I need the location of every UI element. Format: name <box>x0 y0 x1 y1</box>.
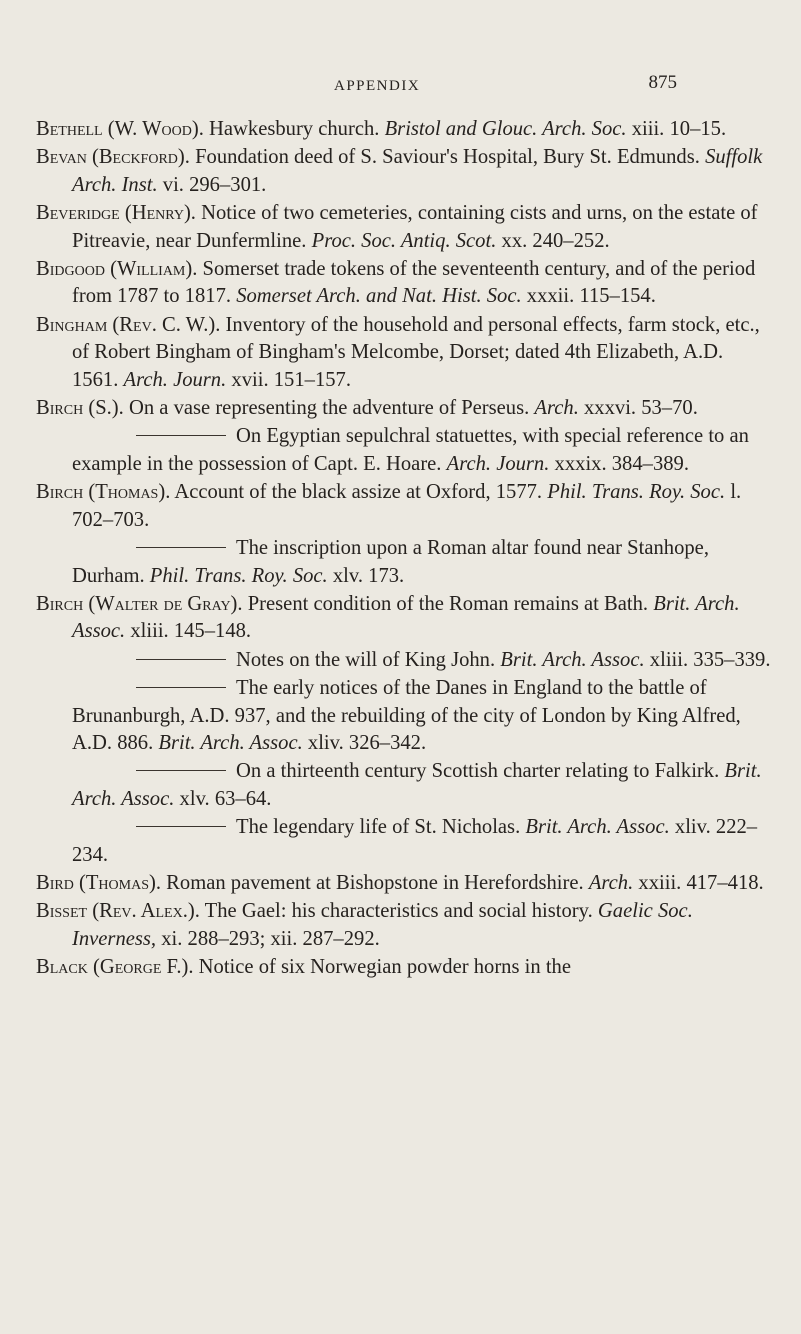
entry-ref: xxiii. 417–418. <box>638 871 764 894</box>
bibliography-entry <box>36 116 771 143</box>
entry-title: Inventory of the household and personal effects, farm stock, etc., of Robert Bingham of Bingham's Melcombe, Dorset; dated 4th Elizabeth, A.D. 1561. <box>72 313 760 391</box>
entry-source: Bristol and Glouc. Arch. Soc. <box>384 118 627 140</box>
entry-title: Hawkesbury church. <box>209 118 380 140</box>
entry-source: Proc. Soc. Antiq. Scot. <box>311 229 497 252</box>
entry-source: Suffolk Arch. Inst. <box>72 146 763 196</box>
entry-title: The early notices of the Danes in England to the battle of Brunanburgh, A.D. 937, and the rebuilding of the city of London by King Alfred, A.D. 886. <box>72 677 741 754</box>
entry-author: Black (George F.). <box>36 956 194 979</box>
entry-author: Bevan (Beckford). <box>36 146 190 169</box>
entry-source: Arch. Journ. <box>123 368 227 391</box>
entry-author: Bidgood (William). <box>36 258 198 281</box>
entry-title: Roman pavement at Bishopstone in Herefordshire. <box>166 871 584 894</box>
entry-author: Birch (Thomas). <box>36 481 171 504</box>
entry-title: On a vase representing the adventure of Perseus. <box>128 397 530 420</box>
bibliography-entry <box>36 535 771 590</box>
entry-source: Brit. Arch. Assoc. <box>500 648 645 671</box>
page-number: 875 <box>648 72 677 93</box>
entry-ref: xlv. 63–64. <box>179 787 272 810</box>
entry-author: Bisset (Rev. Alex.). <box>36 900 200 923</box>
entry-ref: xxxvi. 53–70. <box>584 397 698 420</box>
bibliography-entry <box>36 423 771 478</box>
bibliography-entry <box>36 675 771 757</box>
entry-title: Foundation deed of S. Saviour's Hospital, Bury St. Edmunds. <box>195 146 700 169</box>
entry-author: Bethell (W. Wood). <box>36 118 204 140</box>
ditto-dash <box>136 687 226 688</box>
bibliography-entry <box>36 395 771 422</box>
ditto-dash <box>136 770 226 771</box>
bibliography-entry <box>36 870 771 897</box>
entry-title: The inscription upon a Roman altar found near Stanhope, Durham. <box>72 537 709 587</box>
bibliography-entry <box>36 647 771 674</box>
ditto-dash <box>136 547 226 548</box>
bibliography-entry <box>36 758 771 813</box>
entry-ref: xliii. 145–148. <box>130 620 252 643</box>
entry-ref: xliv. 222–234. <box>72 816 758 866</box>
entry-source: Brit. Arch. Assoc. <box>72 592 740 643</box>
entry-source: Phil. Trans. Roy. Soc. <box>547 481 726 504</box>
entry-source: Arch. <box>588 871 634 894</box>
bibliography-entry <box>36 144 771 199</box>
running-head: APPENDIX <box>334 78 421 94</box>
entry-title: The legendary life of St. Nicholas. <box>236 816 521 839</box>
entry-ref: xlv. 173. <box>332 564 405 587</box>
entry-source: Arch. <box>534 397 579 420</box>
bibliography-entry <box>36 479 771 534</box>
entry-source: Somerset Arch. and Nat. Hist. Soc. <box>236 285 522 308</box>
bibliography-entry <box>36 898 771 953</box>
entry-author: Beveridge (Henry). <box>36 202 196 225</box>
bibliography-entry <box>36 591 771 646</box>
entry-author: Bingham (Rev. C. W.). <box>36 313 221 336</box>
entry-source: Gaelic Soc. Inverness, <box>72 900 693 950</box>
entry-ref: xliii. 335–339. <box>649 648 771 671</box>
entry-source: Brit. Arch. Assoc. <box>158 731 303 754</box>
entry-title: Notice of two cemeteries, containing cists and urns, on the estate of Pitreavie, near Dunfermline. <box>72 202 758 252</box>
entry-source: Brit. Arch. Assoc. <box>525 816 670 839</box>
entry-title: Present condition of the Roman remains at Bath. <box>247 592 649 615</box>
entry-title: Notes on the will of King John. <box>236 648 496 671</box>
entry-title: The Gael: his characteristics and social history. <box>204 900 593 923</box>
entry-source: Phil. Trans. Roy. Soc. <box>149 564 328 587</box>
entry-ref: l. 702–703. <box>72 481 742 531</box>
bibliography-entry <box>36 312 771 394</box>
entry-source: Arch. Journ. <box>446 452 550 475</box>
entry-title: On Egyptian sepulchral statuettes, with special reference to an example in the possession of Capt. E. Hoare. <box>72 425 749 475</box>
bibliography-entry <box>36 814 771 869</box>
entry-ref: xliv. 326–342. <box>307 731 427 754</box>
entry-title: Notice of six Norwegian powder horns in the <box>198 956 571 979</box>
entry-ref: xiii. 10–15. <box>631 118 727 140</box>
entry-author: Bird (Thomas). <box>36 871 162 894</box>
entry-source: Brit. Arch. Assoc. <box>72 760 762 810</box>
entry-ref: vi. 296–301. <box>162 173 267 196</box>
bibliography-entry <box>36 256 771 311</box>
bibliography-list <box>36 116 771 983</box>
entry-author: Birch (S.). <box>36 397 124 420</box>
entry-author: Birch (Walter de Gray). <box>36 592 243 615</box>
ditto-dash <box>136 826 226 827</box>
entry-ref: xvii. 151–157. <box>231 368 351 391</box>
entry-ref: xxxix. 384–389. <box>554 452 689 475</box>
bibliography-entry <box>36 200 771 255</box>
entry-ref: xx. 240–252. <box>501 229 610 252</box>
entry-ref: xi. 288–293; xii. 287–292. <box>161 927 380 950</box>
ditto-dash <box>136 435 226 436</box>
entry-title: Somerset trade tokens of the seventeenth century, and of the period from 1787 to 1817. <box>72 258 756 308</box>
ditto-dash <box>136 659 226 660</box>
bibliography-entry <box>36 954 771 981</box>
entry-ref: xxxii. 115–154. <box>526 285 656 308</box>
entry-title: Account of the black assize at Oxford, 1577. <box>174 481 543 504</box>
page-header <box>0 72 801 102</box>
entry-title: On a thirteenth century Scottish charter relating to Falkirk. <box>236 760 720 783</box>
